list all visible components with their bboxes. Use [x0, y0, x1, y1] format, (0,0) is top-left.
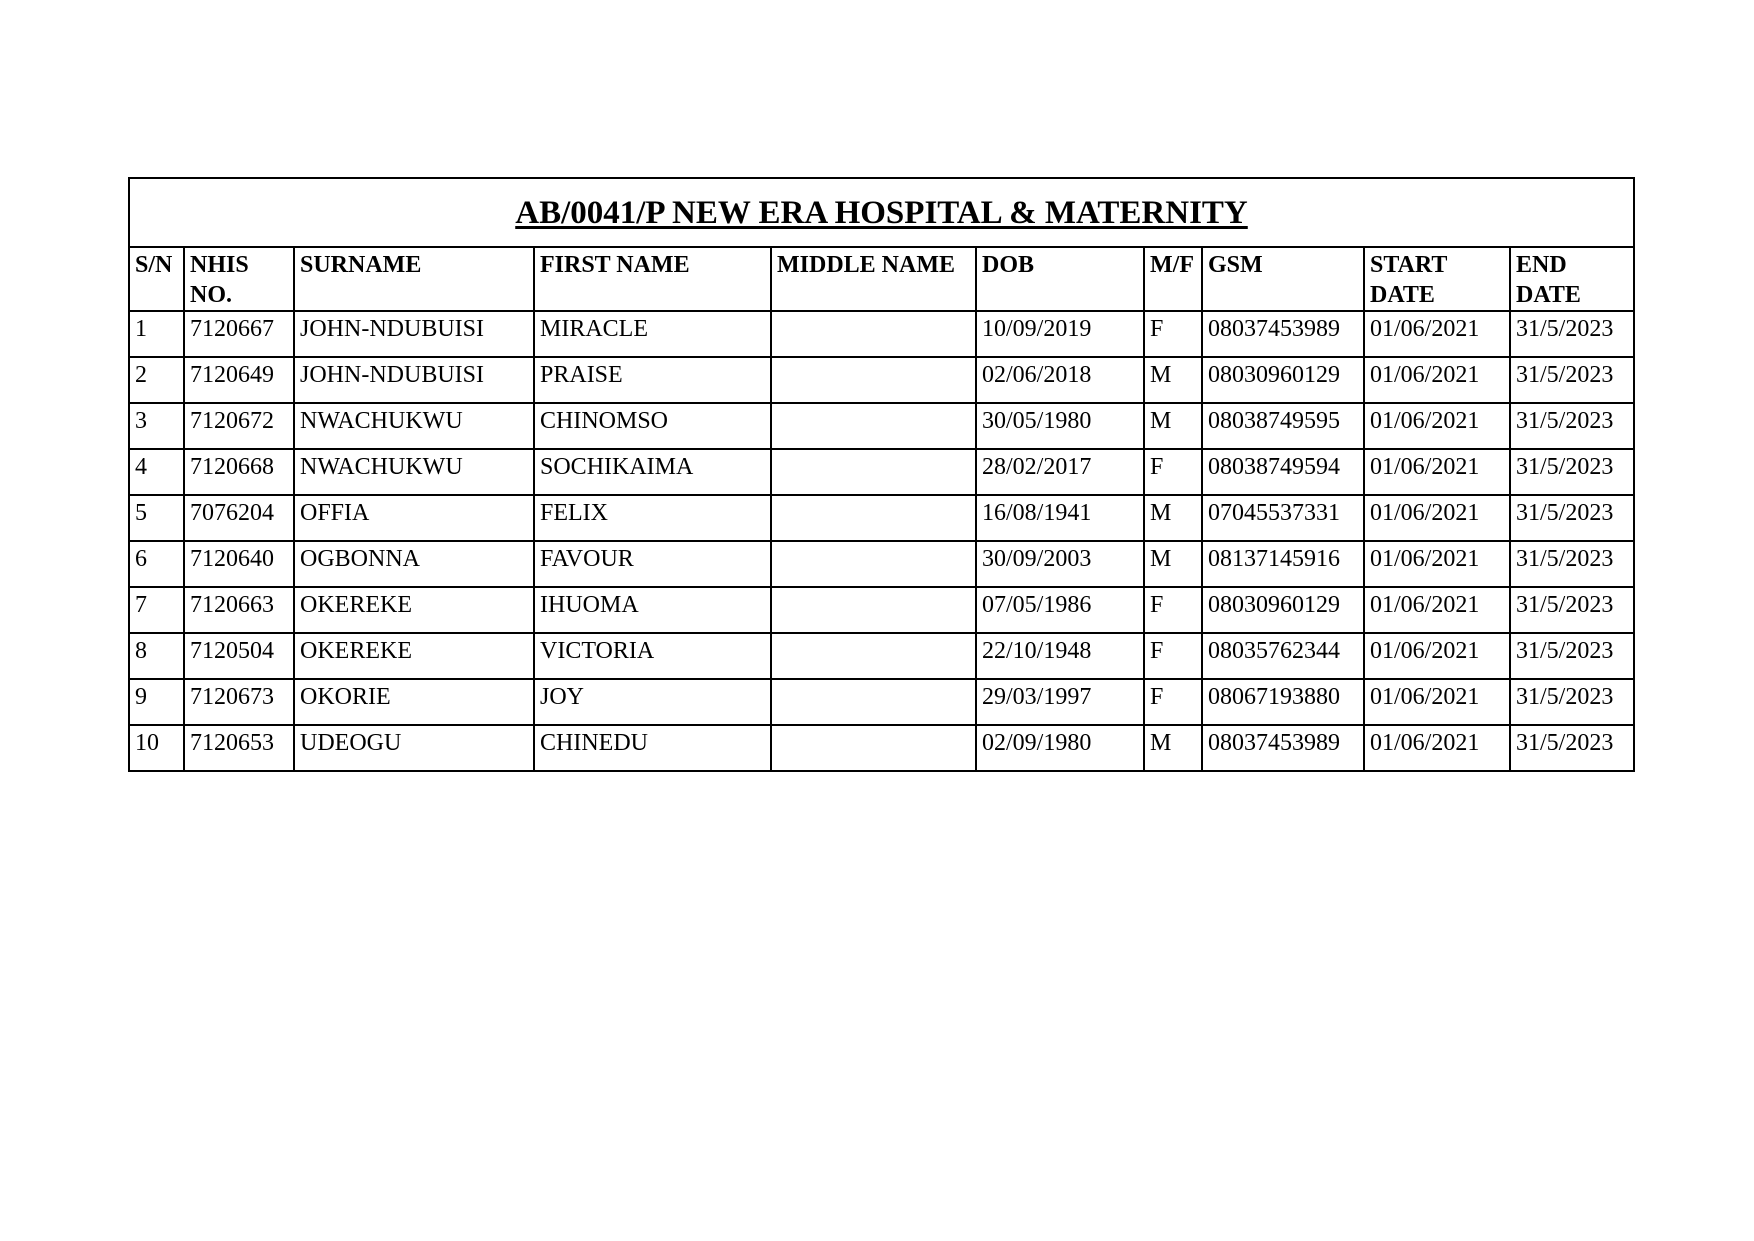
cell-end-date: 31/5/2023	[1510, 495, 1634, 541]
cell-dob: 30/09/2003	[976, 541, 1144, 587]
cell-end-date: 31/5/2023	[1510, 679, 1634, 725]
table-row	[129, 495, 1634, 541]
cell-gsm: 08037453989	[1202, 725, 1364, 771]
table-body	[129, 311, 1634, 771]
cell-surname: JOHN-NDUBUISI	[294, 357, 534, 403]
cell-gsm: 08038749594	[1202, 449, 1364, 495]
cell-surname: OKORIE	[294, 679, 534, 725]
cell-middle-name	[771, 725, 976, 771]
table-row	[129, 403, 1634, 449]
cell-first-name: MIRACLE	[534, 311, 771, 357]
cell-end-date: 31/5/2023	[1510, 587, 1634, 633]
cell-surname: NWACHUKWU	[294, 403, 534, 449]
cell-gsm: 08030960129	[1202, 587, 1364, 633]
header-middle-name: MIDDLE NAME	[771, 247, 976, 311]
cell-mf: F	[1144, 679, 1202, 725]
header-surname: SURNAME	[294, 247, 534, 311]
cell-dob: 16/08/1941	[976, 495, 1144, 541]
cell-start-date: 01/06/2021	[1364, 357, 1510, 403]
cell-nhis-no: 7120649	[184, 357, 294, 403]
cell-sn: 8	[129, 633, 184, 679]
cell-first-name: FELIX	[534, 495, 771, 541]
cell-end-date: 31/5/2023	[1510, 449, 1634, 495]
cell-mf: F	[1144, 633, 1202, 679]
cell-middle-name	[771, 403, 976, 449]
header-start-date: START DATE	[1364, 247, 1510, 311]
cell-start-date: 01/06/2021	[1364, 495, 1510, 541]
cell-sn: 1	[129, 311, 184, 357]
cell-gsm: 08035762344	[1202, 633, 1364, 679]
enrollee-table	[128, 177, 1635, 772]
cell-nhis-no: 7120663	[184, 587, 294, 633]
header-nhis-no: NHIS NO.	[184, 247, 294, 311]
cell-end-date: 31/5/2023	[1510, 357, 1634, 403]
cell-middle-name	[771, 311, 976, 357]
cell-start-date: 01/06/2021	[1364, 449, 1510, 495]
cell-gsm: 08030960129	[1202, 357, 1364, 403]
cell-surname: OKEREKE	[294, 633, 534, 679]
document-title: AB/0041/P NEW ERA HOSPITAL & MATERNITY	[129, 178, 1634, 247]
cell-sn: 10	[129, 725, 184, 771]
cell-mf: M	[1144, 403, 1202, 449]
table-row	[129, 357, 1634, 403]
cell-dob: 28/02/2017	[976, 449, 1144, 495]
cell-sn: 5	[129, 495, 184, 541]
cell-dob: 10/09/2019	[976, 311, 1144, 357]
cell-nhis-no: 7120672	[184, 403, 294, 449]
cell-surname: NWACHUKWU	[294, 449, 534, 495]
cell-surname: OKEREKE	[294, 587, 534, 633]
cell-middle-name	[771, 541, 976, 587]
cell-surname: UDEOGU	[294, 725, 534, 771]
header-row	[129, 247, 1634, 311]
cell-gsm: 07045537331	[1202, 495, 1364, 541]
cell-start-date: 01/06/2021	[1364, 725, 1510, 771]
cell-start-date: 01/06/2021	[1364, 403, 1510, 449]
cell-sn: 9	[129, 679, 184, 725]
header-gsm: GSM	[1202, 247, 1364, 311]
table-row	[129, 587, 1634, 633]
cell-dob: 30/05/1980	[976, 403, 1144, 449]
cell-surname: OFFIA	[294, 495, 534, 541]
cell-nhis-no: 7120667	[184, 311, 294, 357]
header-sn: S/N	[129, 247, 184, 311]
cell-end-date: 31/5/2023	[1510, 541, 1634, 587]
cell-sn: 6	[129, 541, 184, 587]
cell-dob: 02/09/1980	[976, 725, 1144, 771]
cell-gsm: 08137145916	[1202, 541, 1364, 587]
cell-middle-name	[771, 587, 976, 633]
cell-surname: JOHN-NDUBUISI	[294, 311, 534, 357]
cell-end-date: 31/5/2023	[1510, 403, 1634, 449]
cell-first-name: CHINOMSO	[534, 403, 771, 449]
cell-nhis-no: 7076204	[184, 495, 294, 541]
header-dob: DOB	[976, 247, 1144, 311]
cell-sn: 7	[129, 587, 184, 633]
table-row	[129, 311, 1634, 357]
cell-dob: 02/06/2018	[976, 357, 1144, 403]
cell-mf: M	[1144, 725, 1202, 771]
cell-end-date: 31/5/2023	[1510, 311, 1634, 357]
cell-start-date: 01/06/2021	[1364, 679, 1510, 725]
table-row	[129, 541, 1634, 587]
header-first-name: FIRST NAME	[534, 247, 771, 311]
cell-nhis-no: 7120673	[184, 679, 294, 725]
cell-middle-name	[771, 495, 976, 541]
cell-first-name: PRAISE	[534, 357, 771, 403]
cell-first-name: SOCHIKAIMA	[534, 449, 771, 495]
cell-middle-name	[771, 449, 976, 495]
cell-dob: 29/03/1997	[976, 679, 1144, 725]
cell-dob: 22/10/1948	[976, 633, 1144, 679]
cell-mf: M	[1144, 495, 1202, 541]
header-end-date: END DATE	[1510, 247, 1634, 311]
cell-surname: OGBONNA	[294, 541, 534, 587]
cell-mf: M	[1144, 541, 1202, 587]
table-row	[129, 449, 1634, 495]
title-row	[129, 178, 1634, 247]
cell-mf: F	[1144, 449, 1202, 495]
cell-gsm: 08067193880	[1202, 679, 1364, 725]
cell-end-date: 31/5/2023	[1510, 633, 1634, 679]
cell-first-name: VICTORIA	[534, 633, 771, 679]
cell-middle-name	[771, 633, 976, 679]
header-mf: M/F	[1144, 247, 1202, 311]
cell-gsm: 08037453989	[1202, 311, 1364, 357]
table-row	[129, 633, 1634, 679]
cell-sn: 2	[129, 357, 184, 403]
cell-first-name: FAVOUR	[534, 541, 771, 587]
cell-sn: 4	[129, 449, 184, 495]
cell-mf: F	[1144, 311, 1202, 357]
cell-middle-name	[771, 357, 976, 403]
cell-gsm: 08038749595	[1202, 403, 1364, 449]
cell-mf: F	[1144, 587, 1202, 633]
cell-middle-name	[771, 679, 976, 725]
cell-mf: M	[1144, 357, 1202, 403]
table-row	[129, 679, 1634, 725]
table-row	[129, 725, 1634, 771]
cell-sn: 3	[129, 403, 184, 449]
cell-start-date: 01/06/2021	[1364, 311, 1510, 357]
cell-first-name: IHUOMA	[534, 587, 771, 633]
cell-dob: 07/05/1986	[976, 587, 1144, 633]
cell-nhis-no: 7120504	[184, 633, 294, 679]
cell-start-date: 01/06/2021	[1364, 541, 1510, 587]
cell-nhis-no: 7120653	[184, 725, 294, 771]
cell-nhis-no: 7120640	[184, 541, 294, 587]
cell-nhis-no: 7120668	[184, 449, 294, 495]
cell-start-date: 01/06/2021	[1364, 587, 1510, 633]
cell-first-name: JOY	[534, 679, 771, 725]
cell-first-name: CHINEDU	[534, 725, 771, 771]
cell-end-date: 31/5/2023	[1510, 725, 1634, 771]
cell-start-date: 01/06/2021	[1364, 633, 1510, 679]
